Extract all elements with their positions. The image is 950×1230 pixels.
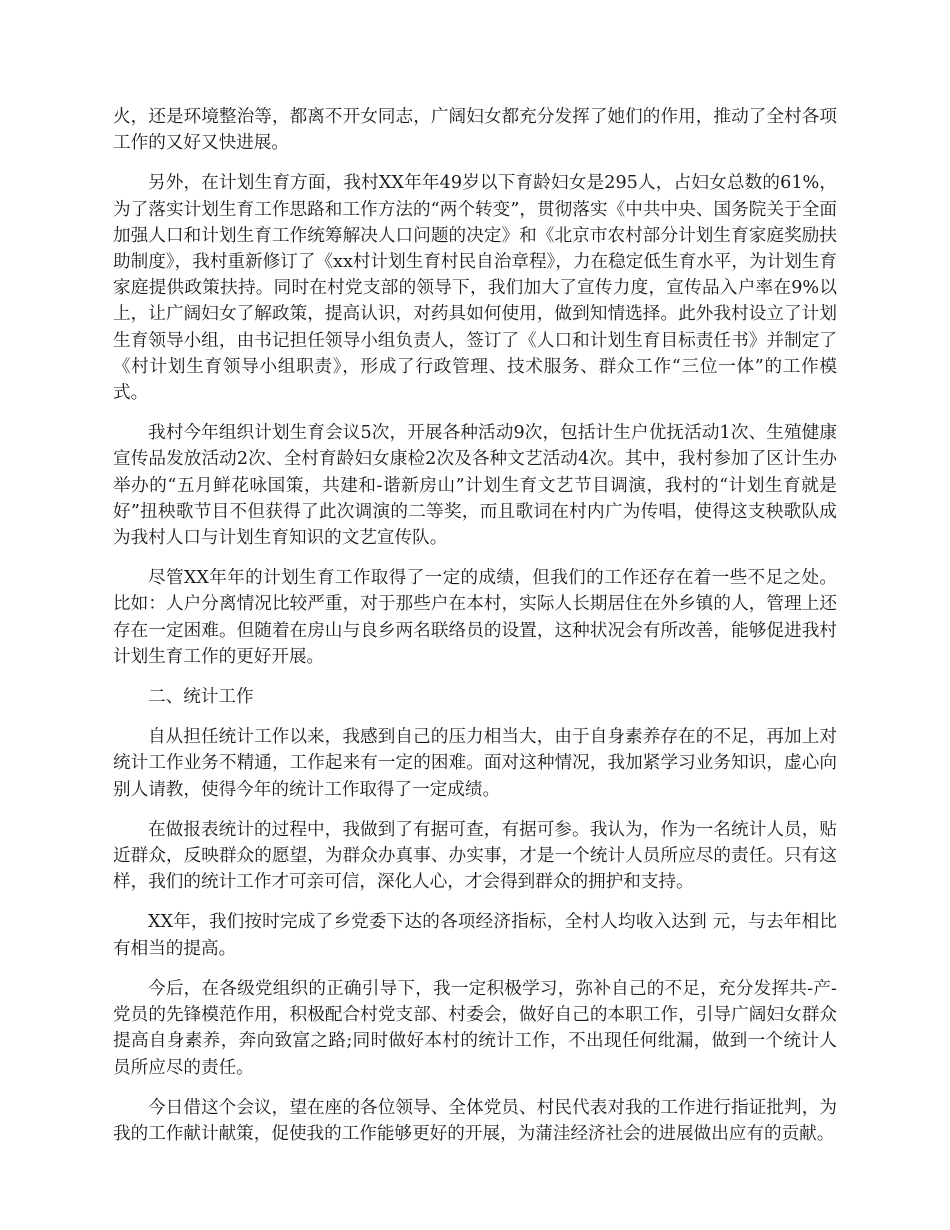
document-body [113, 104, 837, 1161]
section-heading-statistics: 二、统计工作 [148, 687, 254, 708]
paragraph-activities: 我村今年组织计划生育会议5次，开展各种活动9次，包括计生户优抚活动1次、生殖健康宣传品发放活动2次、全村育龄妇女康检2次及各种文艺活动4次。其中，我村参加了区计生办举办的“五月鲜花咏国策，共建和-谐新房山”计划生育文艺节目调演，我村的“计划生育就是好”扭秧歌节目不但获得了此次调演的二等奖，而且歌词在村内广为传唱，使得这支秧歌队成为我村人口与计划生育知识的文艺宣传队。 [113, 423, 837, 549]
paragraph-reporting: 在做报表统计的过程中，我做到了有据可查，有据可参。我认为，作为一名统计人员，贴近群众，反映群众的愿望，为群众办真事、办实事，才是一个统计人员所应尽的责任。只有这样，我们的统计工作才可亲可信，深化人心，才会得到群众的拥护和支持。 [113, 819, 837, 893]
paragraph-shortcomings: 尽管XX年年的计划生育工作取得了一定的成绩，但我们的工作还存在着一些不足之处。比如：人户分离情况比较严重，对于那些户在本村，实际人长期居住在外乡镇的人，管理上还存在一定困难。但随着在房山与良乡两名联络员的设置，这种状况会有所改善，能够促进我村计划生育工作的更好开展。 [113, 568, 837, 667]
paragraph-closing: 今日借这个会议，望在座的各位领导、全体党员、村民代表对我的工作进行指证批判，为我的工作献计献策，促使我的工作能够更好的开展，为蒲洼经济社会的进展做出应有的贡献。 [113, 1097, 837, 1144]
paragraph-continued: 火，还是环境整治等，都离不开女同志，广阔妇女都充分发挥了她们的作用，推动了全村各项工作的又好又快进展。 [113, 107, 837, 154]
paragraph-statistics-intro: 自从担任统计工作以来，我感到自己的压力相当大，由于自身素养存在的不足，再加上对统计工作业务不精通，工作起来有一定的困难。面对这种情况，我加紧学习业务知识，虚心向别人请教，使得今年的统计工作取得了一定成绩。 [113, 727, 837, 800]
paragraph-family-planning: 另外，在计划生育方面，我村XX年年49岁以下育龄妇女是295人，占妇女总数的61%，为了落实计划生育工作思路和工作方法的“两个转变”，贯彻落实《中共中央、国务院关于全面加强人口和计划生育工作统筹解决人口问题的决定》和《北京市农村部分计划生育家庭奖励扶助制度》，我村重新修订了《xx村计划生育村民自治章程》，力在稳定低生育水平，为计划生育家庭提供政策扶持。同时在村党支部的领导下，我们加大了宣传力度，宣传品入户率在9%以上，让广阔妇女了解政策，提高认识，对药具如何使用，做到知情选择。此外我村设立了计划生育领导小组，由书记担任领导小组负责人，签订了《人口和计划生育目标责任书》并制定了《村计划生育领导小组职责》，形成了行政管理、技术服务、群众工作“三位一体”的工作模式。 [113, 173, 837, 404]
paragraph-future-plans: 今后，在各级党组织的正确引导下，我一定积极学习，弥补自己的不足，充分发挥共-产-党员的先锋模范作用，积极配合村党支部、村委会，做好自己的本职工作，引导广阔妇女群众提高自身素养，奔向致富之路;同时做好本村的统计工作，不出现任何纰漏，做到一个统计人员所应尽的责任。 [113, 978, 837, 1078]
paragraph-economic-targets: XX年，我们按时完成了乡党委下达的各项经济指标，全村人均收入达到 元，与去年相比有相当的提高。 [113, 912, 837, 959]
